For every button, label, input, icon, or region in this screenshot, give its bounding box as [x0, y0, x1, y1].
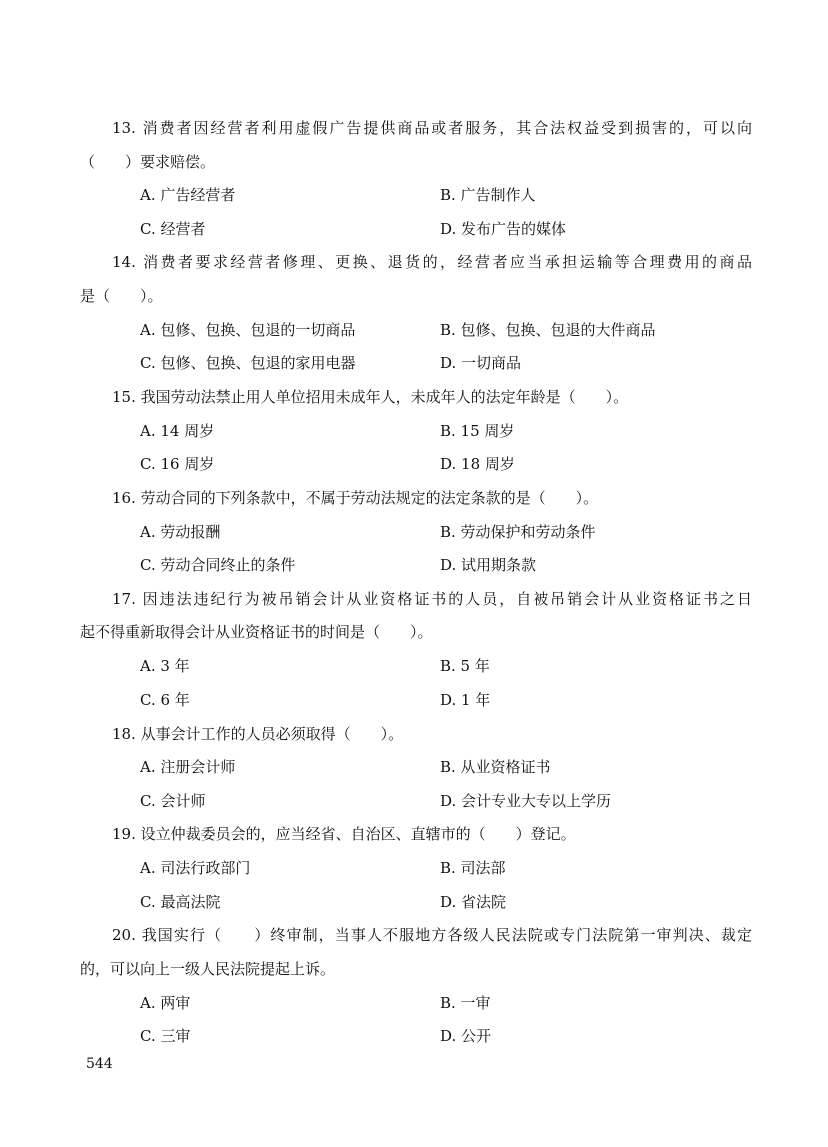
question-17-stem-line1: 17. 因违法违纪行为被吊销会计从业资格证书的人员，自被吊销会计从业资格证书之日: [112, 590, 752, 608]
question-19-option-b: B. 司法部: [440, 859, 506, 877]
question-15-option-b: B. 15 周岁: [440, 422, 515, 440]
question-19-option-a: A. 司法行政部门: [140, 859, 251, 877]
question-14-option-c: C. 包修、包换、包退的家用电器: [140, 354, 356, 372]
question-19-option-d: D. 省法院: [440, 893, 507, 911]
question-20-stem-line2: 的，可以向上一级人民法院提起上诉。: [80, 960, 336, 978]
question-15-option-d: D. 18 周岁: [440, 455, 515, 473]
question-17-option-b: B. 5 年: [440, 657, 490, 675]
page-number: 544: [86, 1056, 113, 1072]
question-18-option-a: A. 注册会计师: [140, 758, 236, 776]
question-15-option-c: C. 16 周岁: [140, 455, 215, 473]
question-17-option-d: D. 1 年: [440, 691, 491, 709]
question-14-stem-line2: 是（ ）。: [80, 287, 163, 305]
question-16-option-b: B. 劳动保护和劳动条件: [440, 523, 596, 541]
question-14-option-d: D. 一切商品: [440, 354, 522, 372]
question-18-option-c: C. 会计师: [140, 792, 206, 810]
question-19-option-c: C. 最高法院: [140, 893, 221, 911]
question-13-option-a: A. 广告经营者: [140, 186, 236, 204]
question-17-stem-line2: 起不得重新取得会计从业资格证书的时间是（ ）。: [80, 623, 433, 641]
question-14-option-b: B. 包修、包换、包退的大件商品: [440, 321, 656, 339]
question-13-stem-line1: 13. 消费者因经营者利用虚假广告提供商品或者服务，其合法权益受到损害的，可以向: [112, 119, 752, 137]
question-17-option-c: C. 6 年: [140, 691, 190, 709]
question-18-option-d: D. 会计专业大专以上学历: [440, 792, 612, 810]
question-15-stem: 15. 我国劳动法禁止用人单位招用未成年人，未成年人的法定年龄是（ ）。: [112, 388, 629, 406]
question-20-stem-line1: 20. 我国实行（ ）终审制，当事人不服地方各级人民法院或专门法院第一审判决、裁定: [112, 926, 752, 944]
question-16-option-c: C. 劳动合同终止的条件: [140, 556, 296, 574]
question-14-stem-line1: 14. 消费者要求经营者修理、更换、退货的，经营者应当承担运输等合理费用的商品: [112, 253, 752, 271]
question-20-option-b: B. 一审: [440, 994, 491, 1012]
question-16-stem: 16. 劳动合同的下列条款中，不属于劳动法规定的法定条款的是（ ）。: [112, 489, 599, 507]
question-16-option-a: A. 劳动报酬: [140, 523, 221, 541]
question-13-option-d: D. 发布广告的媒体: [440, 220, 567, 238]
question-14-option-a: A. 包修、包换、包退的一切商品: [140, 321, 356, 339]
question-13-option-c: C. 经营者: [140, 220, 206, 238]
question-13-stem-line2: （ ）要求赔偿。: [80, 153, 216, 171]
question-20-option-c: C. 三审: [140, 1027, 191, 1045]
question-19-stem: 19. 设立仲裁委员会的，应当经省、自治区、直辖市的（ ）登记。: [112, 825, 576, 843]
question-13-option-b: B. 广告制作人: [440, 186, 536, 204]
question-20-option-a: A. 两审: [140, 994, 191, 1012]
question-16-option-d: D. 试用期条款: [440, 556, 537, 574]
question-18-stem: 18. 从事会计工作的人员必须取得（ ）。: [112, 725, 404, 743]
question-17-option-a: A. 3 年: [140, 657, 190, 675]
question-18-option-b: B. 从业资格证书: [440, 758, 551, 776]
question-20-option-d: D. 公开: [440, 1027, 492, 1045]
question-15-option-a: A. 14 周岁: [140, 422, 215, 440]
